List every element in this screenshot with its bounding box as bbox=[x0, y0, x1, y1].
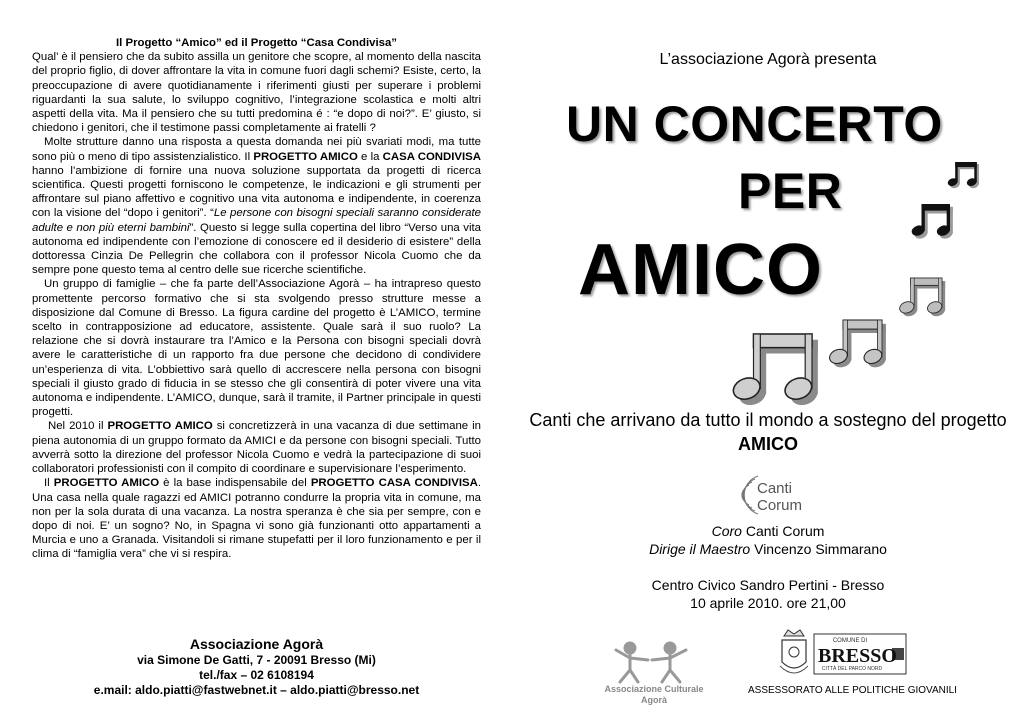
bresso-crest-icon bbox=[780, 630, 808, 673]
project-description bbox=[32, 36, 481, 562]
project-amico-highlight: PROGETTO AMICO bbox=[53, 477, 160, 490]
conductor-label: Dirige il Maestro bbox=[649, 541, 751, 557]
music-note-icon bbox=[828, 320, 884, 366]
paragraph-5-text: Il bbox=[44, 477, 54, 490]
bresso-sub-text: CITTÀ DEL PARCO NORD bbox=[821, 666, 883, 672]
venue: Centro Civico Sandro Pertini - Bresso bbox=[651, 577, 885, 593]
headline-line-3: AMICO bbox=[578, 230, 823, 310]
paragraph-5-text: è la base indispensabile del bbox=[159, 477, 311, 490]
paragraph-4-text: Nel 2010 il bbox=[48, 420, 108, 433]
project-amico-highlight: PROGETTO AMICO bbox=[107, 420, 213, 433]
bresso-top-text: COMUNE DI bbox=[832, 638, 868, 644]
tagline-text: Canti che arrivano da tutto il mondo a sostegno del progetto bbox=[529, 410, 1007, 430]
paragraph-4-text: si concretizzerà in una vacanza di due settimane in piena autonomia di un gruppo formato da AMICI e da persone con bisogni speciali. Tutto avverrà sotto la direzione del professor Nicola Cuomo e vedrà la partecipazione di suoi collaboratori professionisti con il compito di coordinare e supervisionare l’esperimento. bbox=[32, 420, 481, 476]
conductor-line bbox=[520, 540, 1016, 558]
paragraph-2-text: e la bbox=[357, 150, 383, 163]
assessorato-label: ASSESSORATO ALLE POLITICHE GIOVANILI bbox=[748, 685, 957, 696]
presenter-line: L’associazione Agorà presenta bbox=[659, 51, 877, 68]
email[interactable]: e.mail: aldo.piatti@fastwebnet.it – aldo.piatti@bresso.net bbox=[93, 683, 420, 697]
casa-condivisa-highlight: PROGETTO CASA CONDIVISA bbox=[310, 477, 478, 490]
bresso-logo-text: BRESSO bbox=[818, 645, 897, 667]
phone: tel./fax – 02 6108194 bbox=[199, 668, 314, 682]
contact-footer bbox=[32, 636, 481, 698]
conductor-name: Vincenzo Simmarano bbox=[750, 541, 887, 557]
agora-logo-line-2: Agorà bbox=[640, 695, 667, 705]
article-title: Il Progetto “Amico” ed il Progetto “Casa Condivisa” bbox=[115, 37, 397, 49]
concert-poster bbox=[520, 0, 1024, 724]
canti-corum-logo-text bbox=[757, 480, 802, 514]
tagline bbox=[520, 408, 1016, 456]
event-details bbox=[520, 576, 1016, 612]
casa-condivisa-highlight: CASA CONDIVISA bbox=[382, 150, 482, 163]
paragraph-2-text: ”. Questo si legge sulla copertina del libro “Verso una vita autonoma ed indipendente con l’emozione di conoscere ed il desiderio di esistere” della dottoressa Cinzia De Pellegrin che collabora con il professor Nicola Cuomo che da sempre pone questo tema al centro delle sue ricerche scientifiche. bbox=[32, 221, 481, 277]
agora-logo-text bbox=[604, 684, 704, 706]
choir-label: Coro bbox=[711, 523, 742, 539]
choir-name: Canti Corum bbox=[741, 523, 825, 539]
book-quote: Le persone con bisogni speciali saranno considerate adulte e non più eterni bambini bbox=[32, 207, 481, 234]
canti-logo-word-2: Corum bbox=[757, 497, 803, 514]
headline-line-2: PER bbox=[738, 163, 843, 219]
address: via Simone De Gatti, 7 - 20091 Bresso (Mi) bbox=[137, 653, 376, 667]
headline-line-1: UN CONCERTO bbox=[566, 96, 943, 152]
paragraph-5-text: . Una casa nella quale ragazzi ed AMICI potranno condurre la propria vita in comune, ma non per la sola durata di una vacanza. La nostra speranza è che sia per sempre, con e dopo di noi. E’ un sogno? No, in Spagna vi sono già funzionanti otto appartamenti a Murcia e uno a Granada. Visitandoli si rimane stupefatti per il loro funzionamento e per il clima di “famiglia vera” che vi si respira. bbox=[32, 477, 481, 561]
project-amico-highlight: PROGETTO AMICO bbox=[253, 150, 358, 163]
organization-name: Associazione Agorà bbox=[189, 636, 324, 652]
music-note-icon bbox=[730, 334, 814, 403]
tagline-amico: AMICO bbox=[738, 434, 798, 454]
choir-info bbox=[520, 522, 1016, 558]
paragraph-5 bbox=[32, 476, 481, 561]
paragraph-1: Qual’ è il pensiero che da subito assilla un genitore che scopre, al momento della nascita del proprio figlio, di dover affrontare la vita in comune fuori dagli schemi? Esiste, certo, la preoccupazione di avere quotidianamente i riferimenti giusti per superare i problemi riguardanti la sua salute, lo sviluppo cognitivo, l’integrazione scolastica e molti altri aspetti della vita. Ma il pensiero che su tutti predomina é : “e dopo di noi?”. E’ giusto, si chiedono i genitori, che il testimone passi completamente ai fratelli ? bbox=[32, 51, 481, 135]
music-notes-decoration bbox=[520, 0, 1024, 410]
date-time: 10 aprile 2010. ore 21,00 bbox=[690, 595, 846, 611]
music-note-icon bbox=[910, 204, 951, 238]
canti-logo-word-1: Canti bbox=[757, 480, 793, 497]
music-note-icon bbox=[947, 162, 978, 187]
agora-logo-line-1: Associazione Culturale bbox=[604, 684, 704, 694]
music-note-icon bbox=[898, 278, 943, 315]
paragraph-2-text: hanno l’ambizione di fornire una nuova soluzione supportata da progetti di ricerca scientifica. Questi progetti forniscono le competenze, le indicazioni e gli strumenti per affrontare sul piano affettivo e cognitivo una vita autonoma e indipendente, in coerenza con la visione del “dopo i genitori”. “ bbox=[32, 164, 481, 220]
paragraph-2 bbox=[32, 135, 481, 277]
bresso-comune-logo bbox=[776, 626, 912, 682]
paragraph-4 bbox=[32, 419, 481, 476]
paragraph-2-text: Molte strutture danno una risposta a questa domanda nei più svariati modi, ma tutte sono più o meno di tipo assistenzialistico. Il bbox=[32, 136, 481, 163]
choir-line bbox=[520, 522, 1016, 540]
paragraph-3: Un gruppo di famiglie – che fa parte dell’Associazione Agorà – ha intrapreso questo promettente percorso formativo che si sta svolgendo presso strutture messe a disposizione dal Comune di Bresso. La figura cardine del progetto è L’AMICO, termine scelto in contrapposizione ad educatore, assistente. Quale sarà il suo ruolo? La relazione che si dovrà instaurare tra l’Amico e la Persona con bisogni speciali dovrà avere le caratteristiche di un rapporto fra due persone che decidono di condividere un’esperienza di vita. L’obbiettivo sarà quello di accrescere nella persona con bisogni speciali il giusto grado di fiducia in se stesso che gli consentirà di poter vivere una vita autonoma e indipendente. L’AMICO, dunque, sarà il tramite, il Partner principale in questi progetti. bbox=[32, 278, 481, 419]
